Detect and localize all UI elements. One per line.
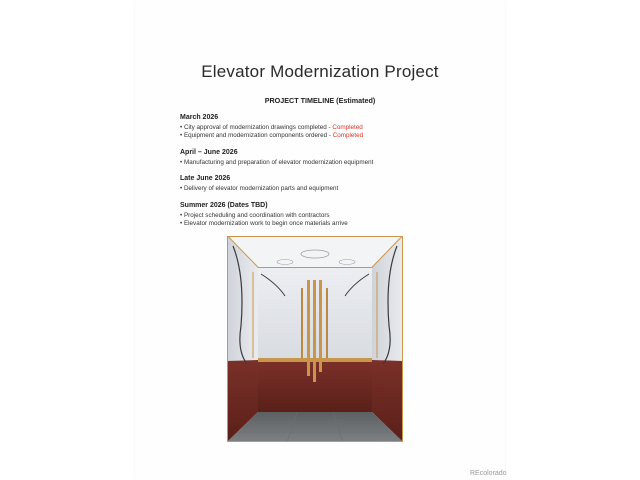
timeline-section-late-june (180, 174, 480, 193)
watermark-text: REcolorado (470, 470, 507, 477)
timeline-item (180, 132, 480, 140)
elevator-interior-rendering (227, 236, 403, 442)
item-text: • Elevator modernization work to begin once materials arrive (180, 220, 348, 228)
section-heading: Late June 2026 (180, 175, 231, 183)
timeline-item (180, 220, 480, 228)
timeline-section-summer (180, 201, 480, 229)
item-text: • Delivery of elevator modernization parts and equipment (180, 185, 339, 193)
section-heading: Summer 2026 (Dates TBD) (180, 201, 268, 209)
timeline-section-april-june (180, 148, 480, 167)
item-text: • Equipment and modernization components ordered - (180, 132, 333, 140)
document-title: Elevator Modernization Project (201, 62, 439, 81)
section-heading: April – June 2026 (180, 148, 238, 156)
status-completed: Completed (332, 124, 363, 131)
timeline-item (180, 124, 480, 132)
timeline-section-march (180, 113, 480, 141)
item-text: • City approval of modernization drawings completed - (180, 124, 333, 131)
section-heading: March 2026 (180, 114, 219, 121)
project-timeline (180, 113, 480, 235)
item-text: • Project scheduling and coordination with contractors (180, 211, 330, 219)
timeline-item (180, 185, 480, 193)
timeline-item (180, 212, 480, 220)
item-text: • Manufacturing and preparation of elevator modernization equipment (180, 158, 374, 166)
timeline-subtitle: PROJECT TIMELINE (Estimated) (264, 96, 376, 105)
status-completed: Completed (332, 132, 364, 140)
timeline-item (180, 159, 480, 167)
